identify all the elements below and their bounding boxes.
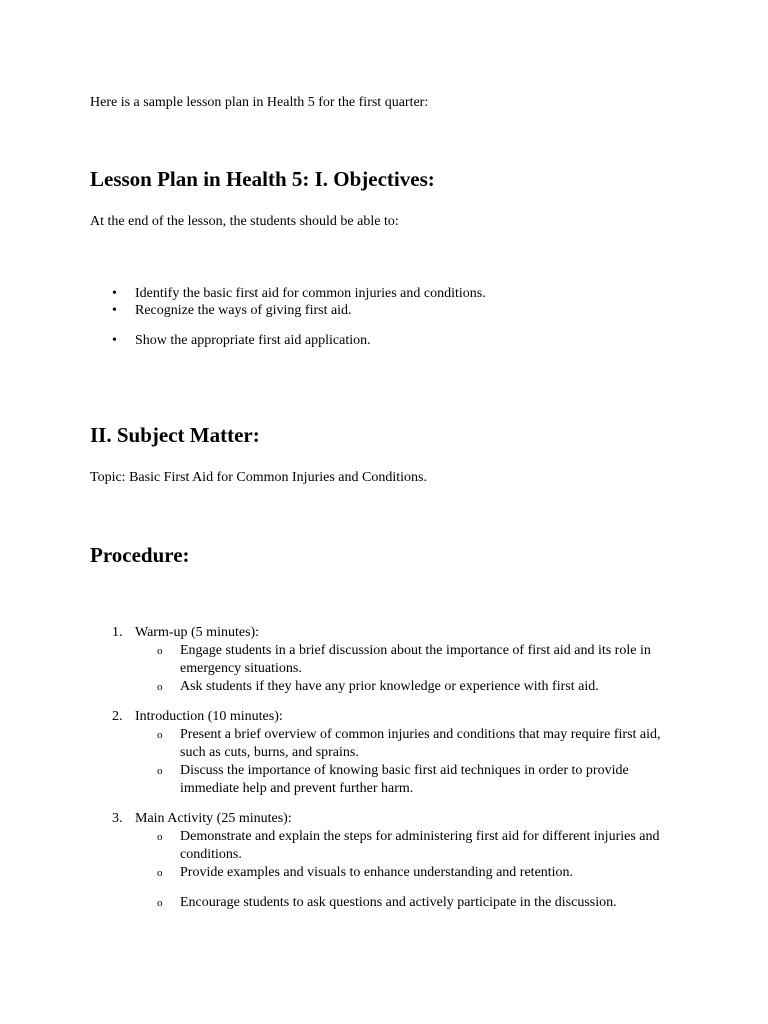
sub-item-text: Provide examples and visuals to enhance understanding and retention. bbox=[180, 865, 574, 880]
step-title: Main Activity (25 minutes): bbox=[135, 811, 292, 826]
objectives-lead: At the end of the lesson, the students should be able to: bbox=[90, 214, 399, 229]
bullet-icon: • bbox=[112, 286, 117, 301]
step-number: 2. bbox=[112, 709, 123, 724]
sub-item-text: Present a brief overview of common injuries and conditions that may require first aid, such as cuts, burns, and sprains. bbox=[180, 727, 661, 760]
sub-item-text: Demonstrate and explain the steps for administering first aid for different injuries and conditions. bbox=[180, 829, 660, 862]
circle-bullet-icon: o bbox=[157, 831, 163, 843]
sub-item-text: Ask students if they have any prior knowledge or experience with first aid. bbox=[180, 679, 599, 694]
heading-procedure: Procedure: bbox=[90, 543, 190, 567]
circle-bullet-icon: o bbox=[157, 765, 163, 777]
bullet-icon: • bbox=[112, 303, 117, 318]
heading-subject-matter: II. Subject Matter: bbox=[90, 423, 260, 447]
intro-text: Here is a sample lesson plan in Health 5 for the first quarter: bbox=[90, 95, 429, 110]
sub-item-text: Engage students in a brief discussion about the importance of first aid and its role in emergency situations. bbox=[180, 643, 651, 676]
step-title: Warm-up (5 minutes): bbox=[135, 625, 260, 640]
step-number: 1. bbox=[112, 625, 123, 640]
circle-bullet-icon: o bbox=[157, 729, 163, 741]
step-title: Introduction (10 minutes): bbox=[135, 709, 283, 724]
circle-bullet-icon: o bbox=[157, 645, 163, 657]
sub-item-text: Encourage students to ask questions and actively participate in the discussion. bbox=[180, 895, 617, 910]
circle-bullet-icon: o bbox=[157, 681, 163, 693]
step-number: 3. bbox=[112, 811, 123, 826]
objective-text: Show the appropriate first aid application. bbox=[135, 333, 371, 348]
heading-objectives: Lesson Plan in Health 5: I. Objectives: bbox=[90, 167, 435, 191]
bullet-icon: • bbox=[112, 333, 117, 348]
circle-bullet-icon: o bbox=[157, 867, 163, 879]
objective-text: Identify the basic first aid for common injuries and conditions. bbox=[135, 286, 486, 301]
sub-item-text: Discuss the importance of knowing basic first aid techniques in order to provide immediate help and prevent further harm. bbox=[180, 763, 629, 796]
circle-bullet-icon: o bbox=[157, 897, 163, 909]
topic-text: Topic: Basic First Aid for Common Injuries and Conditions. bbox=[90, 470, 427, 485]
objective-text: Recognize the ways of giving first aid. bbox=[135, 303, 352, 318]
